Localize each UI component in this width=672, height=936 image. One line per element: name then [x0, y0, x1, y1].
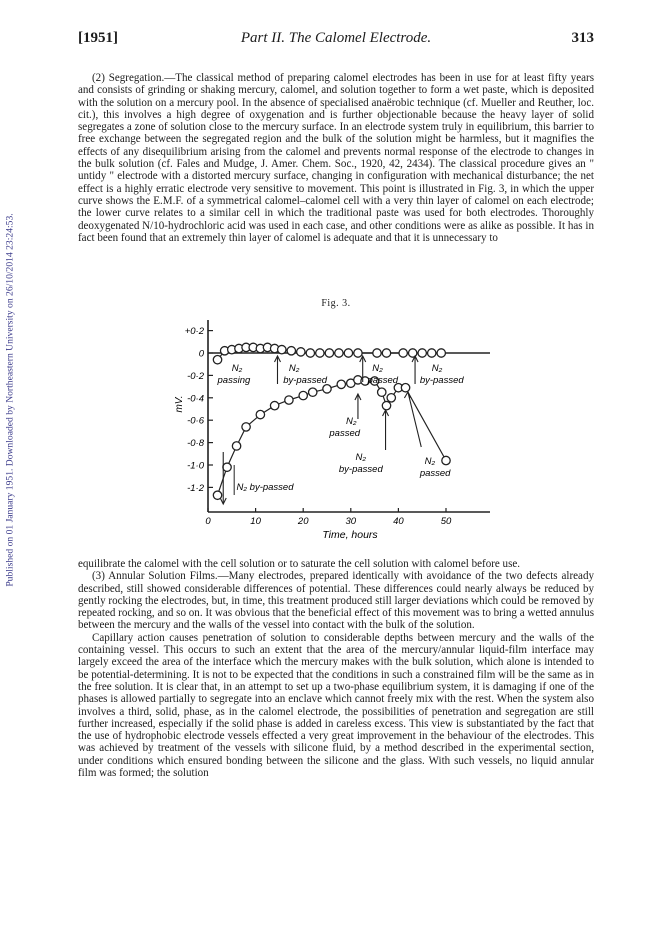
- series-1-point: [344, 349, 352, 357]
- series-1-point: [213, 356, 221, 364]
- body-text-bottom: [78, 558, 594, 779]
- x-tick-label: 10: [250, 516, 261, 527]
- series-1-point: [316, 349, 324, 357]
- y-tick-label: -1·2: [187, 482, 204, 494]
- annotation-arrow-passed-right: [408, 392, 421, 447]
- annotation-n2-4: N₂: [346, 416, 357, 427]
- download-notice: Published on 01 January 1951. Downloaded by Northeastern University on 26/10/2014 23:24:53.: [4, 213, 16, 587]
- series-2-point: [242, 423, 250, 431]
- series-2-point: [299, 391, 307, 399]
- series-2-point: [401, 384, 409, 392]
- series-1-point: [382, 349, 390, 357]
- series-1-point: [306, 349, 314, 357]
- series-2-point: [442, 456, 450, 464]
- series-1-point: [428, 349, 436, 357]
- series-2-point: [387, 394, 395, 402]
- series-2-point: [256, 410, 264, 418]
- download-watermark: [2, 150, 18, 650]
- series-1-point: [325, 349, 333, 357]
- series-1-point: [399, 349, 407, 357]
- annotation-passed-top: passed: [367, 375, 399, 386]
- series-2-point: [337, 380, 345, 388]
- annotation-passed-right: passed: [419, 468, 451, 479]
- annotation-passed-mid: passed: [329, 428, 361, 439]
- annotation-passing: passing: [217, 375, 251, 386]
- series-2-point: [223, 463, 231, 471]
- series-1-point: [287, 347, 295, 355]
- y-tick-label: -0·2: [187, 370, 204, 382]
- series-2-point: [285, 396, 293, 404]
- x-ticks: [205, 508, 452, 527]
- series-1-point: [373, 349, 381, 357]
- y-axis-label: mV.: [174, 395, 185, 413]
- y-tick-label: +0·2: [184, 326, 204, 338]
- series-2-point: [270, 401, 278, 409]
- journal-year: [1951]: [78, 30, 118, 46]
- series-1-point: [297, 348, 305, 356]
- x-tick-label: 0: [205, 516, 211, 527]
- x-tick-label: 20: [297, 516, 309, 527]
- y-tick-label: -0·4: [187, 393, 204, 405]
- page-number: 313: [571, 30, 594, 46]
- x-tick-label: 30: [345, 516, 357, 527]
- y-tick-label: 0: [198, 348, 204, 360]
- series-2-point: [232, 442, 240, 450]
- annotation-bypassed-2: by-passed: [419, 375, 464, 386]
- series-2-point: [378, 388, 386, 396]
- annotation-n2-2: N₂: [372, 363, 383, 374]
- series-2-point: [309, 388, 317, 396]
- figure-3-plot: [160, 312, 510, 544]
- series-1-point: [437, 349, 445, 357]
- annotation-n2-3: N₂: [431, 363, 443, 374]
- paragraph-segregation: (2) Segregation.—The classical method of preparing calomel electrodes has been in use for at least fifty years and consists of grinding or shaking mercury, calomel, and solution together to form a wet paste, which is deposited with the solution on a mercury pool. In the absence of specialised anaërobic technique (cf. Mueller and Reuther, loc. cit.), this involves a high degree of oxygenation and is further objectionable because the heavy layer of solid segregates a zone of solution close to the mercury surface. In an electrode system truly in equilibrium, this barrier to free exchange between the segregated region and the bulk of the solution might be harmless, but it magnifies the effects of any disequilibrium arising from the calomel and prevents normal response of the electrode to changes in the bulk solution (cf. Fales and Mudge, J. Amer. Chem. Soc., 1920, 42, 2434). The classical procedure gives an " untidy " electrode with a distorted mercury surface, changing in configuration with mechanical disturbance; the net effect is a highly erratic electrode very sensitive to movement. This point is illustrated in Fig. 3, in which the upper curve shows the E.M.F. of a symmetrical calomel–calomel cell with a very thin layer of calomel on each electrode; the lower curve relates to a similar cell in which the traditional paste was used for both electrodes. Thoroughly deoxygenated N/10-hydrochloric acid was used in each case, and other conditions were as alike as possible. It has in fact been found that an extremely thin layer of calomel is adequate and that it is unnecessary to: [78, 72, 594, 244]
- annotation-bypassed-1: by-passed: [283, 375, 328, 386]
- x-axis-label: Time, hours: [322, 529, 378, 541]
- y-tick-label: -0·8: [187, 438, 204, 450]
- body-text-top: [78, 72, 594, 244]
- figure-caption: Fig. 3.: [321, 298, 351, 309]
- running-title: Part II. The Calomel Electrode.: [240, 30, 432, 46]
- annotations: [217, 356, 465, 504]
- x-tick-label: 40: [393, 516, 404, 527]
- annotation-n2-passing-n2: N₂: [231, 363, 243, 374]
- annotation-n2-1: N₂: [288, 363, 300, 374]
- annotation-bypassed-bottom: N₂ by-passed: [236, 482, 294, 493]
- annotation-n2-6: N₂: [424, 456, 436, 467]
- y-tick-label: -1·0: [187, 460, 204, 472]
- series-2-point: [382, 401, 390, 409]
- paragraph-continuation: equilibrate the calomel with the cell solution or to saturate the cell solution with calomel before use.: [78, 558, 521, 570]
- series-1-point: [354, 349, 362, 357]
- x-tick-label: 50: [440, 516, 452, 527]
- series-1-point: [278, 345, 286, 353]
- paragraph-capillary: Capillary action causes penetration of solution to considerable depths between mercury and the walls of the containing vessel. This occurs to such an extent that the area of the mercury/annular liquid-film interface may largely exceed the area of the interface which the mercury makes with the bulk solution, which alone is intended to be potential-determining. It is not to be expected that the conditions in such a constrained film will be the same as in the free solution. It is clear that, in an attempt to set up a two-phase equilibrium system, it is damaging if one of the phases is allowed partially to segregate into an enclave which cannot freely mix with the rest. When the system also involves a third, solid, phase, as in the calomel electrode, the possibilities of penetration and segregation are still further increased, especially if the solid phase is added in careless excess. This view is substantiated by the fact that the use of hydrophobic electrode vessels effected a very great improvement in the behaviour of the electrodes. This was achieved by treatment of the vessels with silicone fluid, by a method described in the experimental section, under conditions which ensured bonding between the silicone and the glass. With such vessels, no liquid annular film was formed; the solution: [78, 631, 594, 780]
- y-tick-label: -0·6: [187, 415, 204, 427]
- annotation-bypassed-3: by-passed: [338, 464, 383, 475]
- paragraph-annular-films: (3) Annular Solution Films.—Many electrodes, prepared identically with avoidance of the two defects already described, still showed considerable differences of potential. These differences could nearly always be reduced by gently rocking the electrodes, but, in time, this treatment produced still larger deviations which could be removed by repeated rocking, and so on. It was obvious that the beneficial effect of this movement was to bring a wetted annulus between the mercury and the walls of the vessel into contact with the bulk of the solution.: [78, 570, 594, 632]
- series-1-point: [418, 349, 426, 357]
- page-header: [78, 30, 594, 50]
- series-1-point: [335, 349, 343, 357]
- annotation-arrow-passed-right-head: [404, 392, 410, 398]
- annotation-n2-5: N₂: [355, 452, 367, 463]
